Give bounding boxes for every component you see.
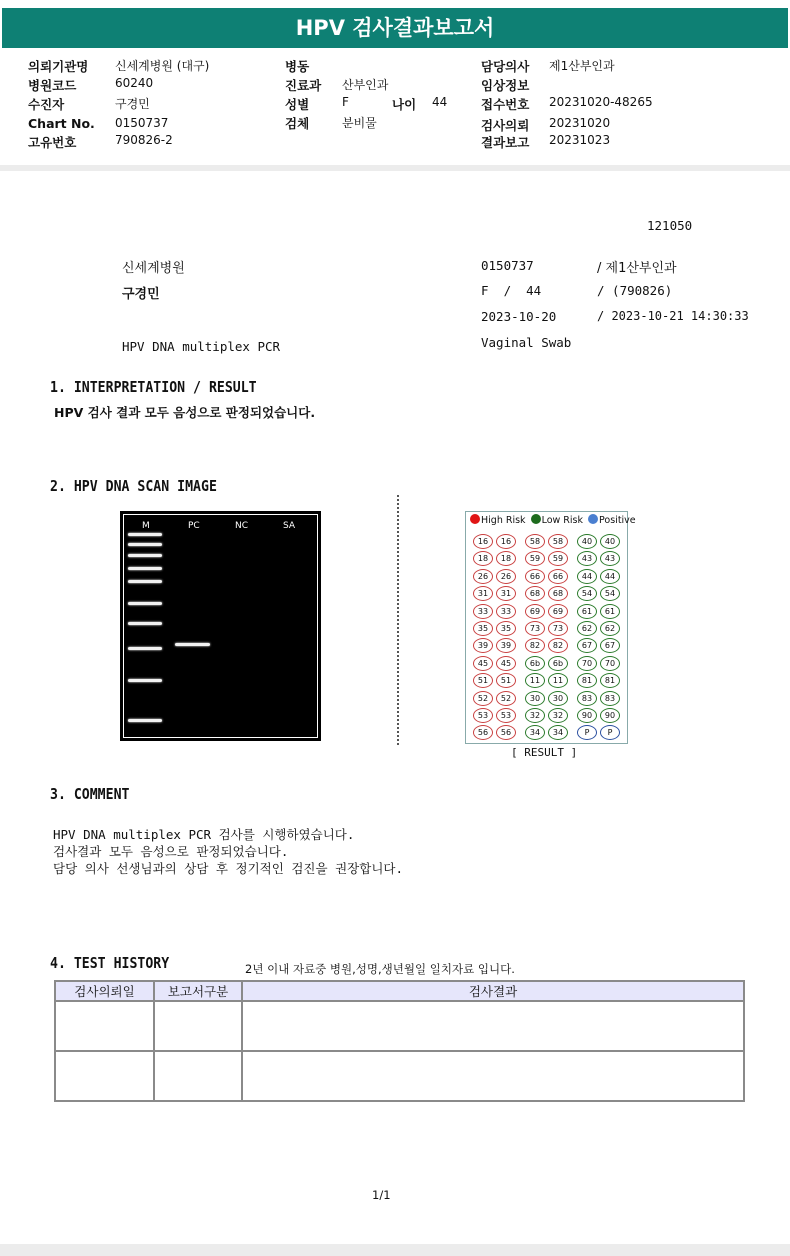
hpv-type-cell: 90 xyxy=(577,708,597,723)
hpv-type-cell: 83 xyxy=(577,691,597,706)
hpv-type-cell: 34 xyxy=(548,725,568,740)
history-note: 2년 이내 자료중 병원,성명,생년월일 일치자료 입니다. xyxy=(245,962,515,976)
hpv-type-cell: 40 xyxy=(600,534,620,549)
section2-heading: 2. HPV DNA SCAN IMAGE xyxy=(50,477,217,495)
hpv-type-cell: 45 xyxy=(496,656,516,671)
high-risk-dot-icon xyxy=(470,514,480,524)
gel-lane-label: PC xyxy=(188,521,200,531)
hpv-type-cell: 39 xyxy=(496,638,516,653)
header-label: 검사의뢰 xyxy=(481,118,530,133)
header-label: 진료과 xyxy=(285,78,322,93)
header-value: 제1산부인과 xyxy=(549,59,615,73)
ladder-band xyxy=(128,647,162,650)
specimen: Vaginal Swab xyxy=(481,335,572,350)
comment-line: 담당 의사 선생님과의 상담 후 정기적인 검진을 권장합니다. xyxy=(53,861,404,876)
hpv-type-cell: 44 xyxy=(600,569,620,584)
header-label: Chart No. xyxy=(28,116,95,131)
hpv-type-cell: 53 xyxy=(473,708,493,723)
gel-image xyxy=(120,511,321,741)
header-value: 신세계병원 (대구) xyxy=(115,59,210,73)
chart-no: 0150737 xyxy=(481,258,534,273)
hpv-type-cell: 58 xyxy=(525,534,545,549)
patient-name: 구경민 xyxy=(122,287,160,302)
hpv-type-cell: 16 xyxy=(496,534,516,549)
birth-date: / (790826) xyxy=(597,283,673,298)
hpv-type-cell: 26 xyxy=(473,569,493,584)
hpv-type-cell: 62 xyxy=(600,621,620,636)
ladder-band xyxy=(128,602,162,605)
header-label: 병원코드 xyxy=(28,78,77,93)
hpv-type-cell: 44 xyxy=(577,569,597,584)
hpv-type-cell: 43 xyxy=(600,551,620,566)
legend-label: Positive xyxy=(599,515,636,526)
column-header: 검사결과 xyxy=(242,981,744,1001)
hpv-type-cell: 59 xyxy=(548,551,568,566)
column-header: 보고서구분 xyxy=(154,981,242,1001)
hpv-type-cell: 56 xyxy=(473,725,493,740)
header-value: 구경민 xyxy=(115,97,150,111)
ladder-band xyxy=(128,580,162,583)
gel-lane-label: SA xyxy=(283,521,296,531)
header-value: 20231020 xyxy=(549,116,611,130)
header-value: 790826-2 xyxy=(115,133,173,147)
hpv-type-cell: 30 xyxy=(525,691,545,706)
ladder-band xyxy=(128,719,162,722)
header-label: 접수번호 xyxy=(481,97,530,112)
hpv-type-cell: 31 xyxy=(496,586,516,601)
ladder-band xyxy=(128,554,162,557)
hpv-type-cell: 35 xyxy=(473,621,493,636)
hpv-type-cell: 61 xyxy=(577,604,597,619)
hpv-type-cell: 33 xyxy=(473,604,493,619)
hpv-type-cell: 66 xyxy=(525,569,545,584)
header-value: 60240 xyxy=(115,76,154,90)
table-row xyxy=(55,1051,744,1101)
report-title: HPV 검사결과보고서 xyxy=(2,8,788,48)
low-risk-dot-icon xyxy=(531,514,541,524)
page-number: 1/1 xyxy=(372,1188,391,1202)
header-value: 0150737 xyxy=(115,116,169,130)
hpv-type-cell: 68 xyxy=(525,586,545,601)
hpv-type-cell: 56 xyxy=(496,725,516,740)
footer-band xyxy=(0,1244,790,1256)
hpv-type-cell: 67 xyxy=(577,638,597,653)
section1-heading: 1. INTERPRETATION / RESULT xyxy=(50,378,257,396)
report-datetime: / 2023-10-21 14:30:33 xyxy=(597,309,749,323)
ladder-band xyxy=(128,533,162,536)
hpv-type-cell: 81 xyxy=(600,673,620,688)
comment-text xyxy=(53,826,403,877)
hpv-type-cell: 51 xyxy=(496,673,516,688)
hpv-type-cell: 70 xyxy=(577,656,597,671)
result-caption: [ RESULT ] xyxy=(511,746,578,759)
hpv-type-cell: 45 xyxy=(473,656,493,671)
hpv-type-cell: P xyxy=(600,725,620,740)
image-divider xyxy=(397,495,399,745)
header-value: 20231020-48265 xyxy=(549,95,653,109)
hpv-type-cell: 39 xyxy=(473,638,493,653)
hospital-name: 신세계병원 xyxy=(122,261,185,276)
hpv-type-cell: 18 xyxy=(496,551,516,566)
header-value: 산부인과 xyxy=(342,78,389,92)
hpv-type-cell: 58 xyxy=(548,534,568,549)
header-value: F xyxy=(342,95,349,109)
header-label: 성별 xyxy=(285,97,310,112)
hpv-type-cell: 31 xyxy=(473,586,493,601)
hpv-type-cell: 59 xyxy=(525,551,545,566)
header-value: 분비물 xyxy=(342,116,377,130)
ladder-band xyxy=(128,679,162,682)
pc-band xyxy=(175,643,210,646)
header-label: 나이 xyxy=(392,97,417,112)
hpv-type-cell: 33 xyxy=(496,604,516,619)
hpv-type-cell: 18 xyxy=(473,551,493,566)
header-label: 의뢰기관명 xyxy=(28,59,89,74)
hpv-type-cell: 54 xyxy=(577,586,597,601)
hpv-type-cell: 11 xyxy=(548,673,568,688)
gel-lane-label: M xyxy=(142,521,150,531)
hpv-type-cell: 83 xyxy=(600,691,620,706)
hpv-type-cell: 32 xyxy=(548,708,568,723)
hpv-type-cell: 73 xyxy=(548,621,568,636)
hpv-type-cell: 66 xyxy=(548,569,568,584)
ladder-band xyxy=(128,567,162,570)
hpv-type-cell: P xyxy=(577,725,597,740)
header-value: 20231023 xyxy=(549,133,611,147)
hpv-type-cell: 11 xyxy=(525,673,545,688)
hpv-type-cell: 52 xyxy=(473,691,493,706)
ladder-band xyxy=(128,543,162,546)
sex-age: F / 44 xyxy=(481,283,542,298)
hpv-type-cell: 43 xyxy=(577,551,597,566)
hpv-type-cell: 34 xyxy=(525,725,545,740)
hpv-type-cell: 61 xyxy=(600,604,620,619)
hpv-type-cell: 70 xyxy=(600,656,620,671)
hpv-type-cell: 73 xyxy=(525,621,545,636)
patient-code: 121050 xyxy=(647,218,693,233)
hpv-type-cell: 82 xyxy=(525,638,545,653)
comment-line: 검사결과 모두 음성으로 판정되었습니다. xyxy=(53,844,289,859)
hpv-type-cell: 40 xyxy=(577,534,597,549)
hpv-type-cell: 68 xyxy=(548,586,568,601)
hpv-type-cell: 51 xyxy=(473,673,493,688)
header-label: 임상정보 xyxy=(481,78,530,93)
hpv-type-cell: 67 xyxy=(600,638,620,653)
header-label: 고유번호 xyxy=(28,135,77,150)
header-value: 44 xyxy=(432,95,448,109)
hpv-type-cell: 82 xyxy=(548,638,568,653)
hpv-type-cell: 52 xyxy=(496,691,516,706)
hpv-type-cell: 53 xyxy=(496,708,516,723)
hpv-type-cell: 62 xyxy=(577,621,597,636)
section3-heading: 3. COMMENT xyxy=(50,785,130,803)
column-header: 검사의뢰일 xyxy=(55,981,154,1001)
gel-lane-label: NC xyxy=(235,521,249,531)
legend-label: High Risk xyxy=(481,515,526,526)
comment-line: HPV DNA multiplex PCR 검사를 시행하였습니다. xyxy=(53,827,355,842)
header-label: 결과보고 xyxy=(481,135,530,150)
header-divider xyxy=(0,165,790,171)
hpv-type-cell: 6b xyxy=(548,656,568,671)
table-row xyxy=(55,1001,744,1051)
hpv-type-cell: 16 xyxy=(473,534,493,549)
hpv-type-cell: 81 xyxy=(577,673,597,688)
header-label: 검체 xyxy=(285,116,310,131)
test-name: HPV DNA multiplex PCR xyxy=(122,339,281,354)
section4-heading: 4. TEST HISTORY xyxy=(50,954,170,972)
hpv-type-cell: 69 xyxy=(548,604,568,619)
hpv-type-cell: 35 xyxy=(496,621,516,636)
hpv-type-cell: 26 xyxy=(496,569,516,584)
hpv-type-cell: 54 xyxy=(600,586,620,601)
hpv-type-cell: 32 xyxy=(525,708,545,723)
hpv-result-panel xyxy=(465,511,636,744)
header-label: 병동 xyxy=(285,59,310,74)
hpv-type-cell: 30 xyxy=(548,691,568,706)
legend-label: Low Risk xyxy=(541,515,583,526)
hpv-type-cell: 90 xyxy=(600,708,620,723)
positive-dot-icon xyxy=(588,514,598,524)
department: / 제1산부인과 xyxy=(597,261,677,276)
risk-legend xyxy=(470,514,636,526)
hpv-type-cell: 69 xyxy=(525,604,545,619)
header-label: 담당의사 xyxy=(481,59,530,74)
hpv-type-cell: 6b xyxy=(525,656,545,671)
interpretation-text: HPV 검사 결과 모두 음성으로 판정되었습니다. xyxy=(54,405,316,420)
test-history-table xyxy=(54,980,745,1102)
receipt-date: 2023-10-20 xyxy=(481,309,557,324)
ladder-band xyxy=(128,622,162,625)
header-label: 수진자 xyxy=(28,97,65,112)
